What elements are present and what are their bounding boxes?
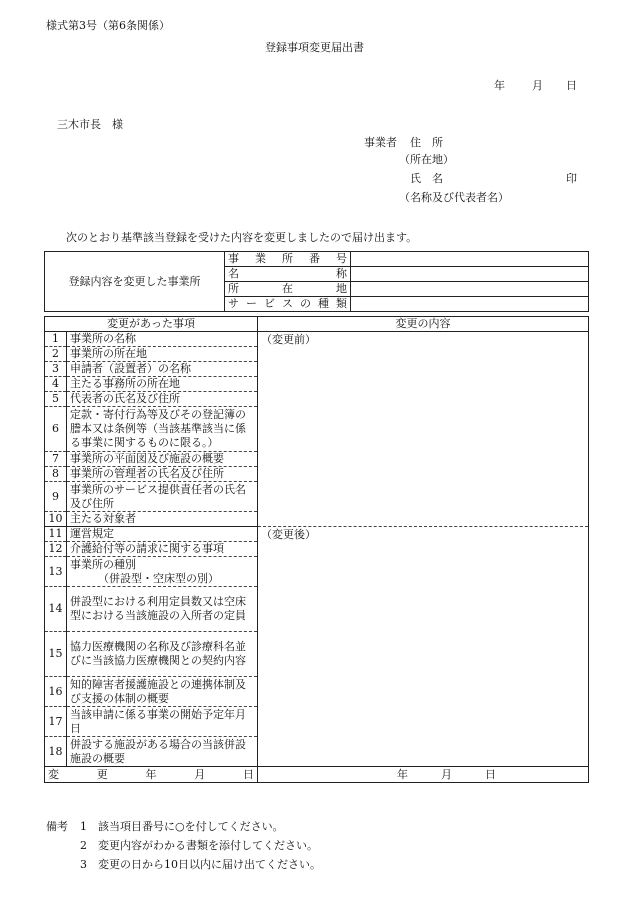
change-item-text [67,737,258,767]
change-item-text [67,407,258,452]
note-number: 2 [80,839,87,852]
change-item-label: 事業所の所在地 [70,347,147,360]
office-label-char: 称 [336,267,347,280]
office-label-char: 類 [336,297,347,310]
change-item-number[interactable]: 10 [45,512,67,527]
change-item-label: 代表者の氏名及び住所 [70,392,180,405]
change-item-text [67,347,258,362]
change-item-number[interactable]: 11 [45,527,67,542]
change-item-number[interactable]: 6 [45,407,67,452]
change-content-date-char: 年 [397,767,409,781]
change-before-label: （変更前） [261,333,317,346]
change-item-number[interactable]: 16 [45,677,67,707]
change-item-text [67,362,258,377]
note-number: 1 [80,820,87,833]
change-item-text [67,587,258,632]
change-item-row [45,332,589,347]
change-date-char: 年 [145,767,157,781]
office-label-char: 名 [228,267,239,280]
office-label-char: サ [228,297,239,310]
change-after-area[interactable] [258,527,589,767]
office-label-char: 業 [255,252,266,265]
intro-text: 次のとおり基準該当登録を受けた内容を変更しましたので届け出ます。 [66,231,418,244]
office-row-label-number [225,252,351,267]
applicant-business-label: 事業者 [364,136,397,149]
note-text: 変更の日から10日以内に届け出てください。 [98,858,321,871]
change-item-text [67,332,258,347]
office-label-char: 番 [309,252,320,265]
form-title: 登録事項変更届出書 [265,41,364,54]
change-item-number[interactable]: 13 [45,557,67,587]
office-label-char: 種 [318,297,329,310]
change-item-label: 当該申請に係る事業の開始予定年月日 [70,707,246,735]
change-item-number[interactable]: 5 [45,392,67,407]
change-item-label: 介護給付等の請求に関する事項 [70,542,224,555]
change-item-text [67,557,258,587]
applicant-rep-label: （名称及び代表者名） [399,191,509,204]
change-date-cell[interactable] [45,767,258,783]
change-item-sub: （併設型・空床型の別） [98,571,219,585]
change-item-label: 事業所の名称 [70,332,136,345]
change-item-label: 主たる対象者 [70,512,136,525]
change-item-text [67,392,258,407]
change-item-number[interactable]: 7 [45,452,67,467]
change-before-area[interactable] [258,332,589,527]
change-item-text [67,482,258,512]
note-number: 3 [80,858,87,871]
change-item-number[interactable]: 4 [45,377,67,392]
change-item-label: 事業所の管理者の氏名及び住所 [70,467,224,480]
change-date-char: 日 [243,767,254,781]
change-item-number[interactable]: 9 [45,482,67,512]
change-item-label: 知的障害者援護施設との連携体制及び支援の体制の概要 [70,677,246,705]
office-row-label-name [225,267,351,282]
change-item-number[interactable]: 2 [45,347,67,362]
office-label-char: ビ [264,297,275,310]
change-item-number[interactable]: 3 [45,362,67,377]
office-label-char: の [300,297,311,310]
change-content-date-labels [261,768,585,782]
applicant-name-label: 氏 名 [410,172,443,185]
change-item-label: 協力医療機関の名称及び診療科名並びに当該協力医療機関との契約内容 [70,640,246,667]
change-item-label: 主たる事務所の所在地 [70,377,180,390]
change-item-label: 定款・寄付行為等及びその登記簿の謄本又は条例等（当該基準該当に係る事業に関するものに限る。） [70,408,246,449]
change-item-number[interactable]: 1 [45,332,67,347]
change-item-text [67,542,258,557]
office-left-label: 登録内容を変更した事業所 [45,252,225,312]
changes-footer-row [45,767,589,783]
date-day: 日 [566,79,577,92]
change-item-row [45,527,589,542]
office-label-char: 在 [282,282,293,295]
change-item-number[interactable]: 8 [45,467,67,482]
change-item-number[interactable]: 17 [45,707,67,737]
date-year: 年 [494,79,505,92]
change-date-char: 変 [48,767,59,781]
change-item-label: 併設する施設がある場合の当該併設施設の概要 [70,737,246,765]
change-content-date-char: 月 [441,767,453,781]
change-item-text [67,632,258,677]
office-location-field[interactable] [351,282,589,297]
note-text: 変更内容がわかる書類を添付してください。 [98,839,318,852]
changes-table [44,316,589,783]
office-label-char: 事 [228,252,239,265]
change-item-label: 事業所の種別 [70,557,136,571]
office-label-char: 号 [336,252,347,265]
change-item-text [67,467,258,482]
office-row-label-location [225,282,351,297]
change-item-text [67,707,258,737]
office-service-field[interactable] [351,297,589,312]
office-label-char: ス [282,297,293,310]
office-label-char: 所 [228,282,239,295]
change-item-label: 事業所のサービス提供責任者の氏名及び住所 [70,482,246,510]
change-item-text [67,377,258,392]
office-number-field[interactable] [351,252,589,267]
note-text: 該当項目番号に○を付してください。 [98,820,284,833]
change-date-char: 更 [96,767,108,781]
changes-header-left: 変更があった事項 [45,317,258,332]
change-item-number[interactable]: 15 [45,632,67,677]
addressee: 三木市長 様 [57,118,123,131]
change-item-label: 運営規定 [70,527,114,540]
form-id: 様式第3号（第6条関係） [46,19,170,32]
office-label-char: 所 [282,252,293,265]
applicant-location-label: （所在地） [399,153,454,166]
change-item-text [67,452,258,467]
change-item-text [67,512,258,527]
change-date-char: 月 [194,767,206,781]
change-item-number[interactable]: 12 [45,542,67,557]
office-label-char: 地 [336,282,347,295]
change-item-number[interactable]: 14 [45,587,67,632]
notes-label: 備考 [46,820,68,833]
office-name-field[interactable] [351,267,589,282]
office-label-char: ー [246,297,257,310]
seal-mark: 印 [566,172,577,185]
changes-header-right: 変更の内容 [258,317,589,332]
office-table [44,251,589,312]
change-item-text [67,677,258,707]
office-row-label-service [225,297,351,312]
date-month: 月 [532,79,543,92]
change-item-label: 申請者（設置者）の名称 [70,362,191,375]
change-date-labels [48,768,254,782]
changes-header-row [45,317,589,332]
change-item-number[interactable]: 18 [45,737,67,767]
change-after-label: （変更後） [261,528,317,541]
change-content-date-cell[interactable] [258,767,589,783]
change-item-label: 併設型における利用定員数又は空床型における当該施設の入所者の定員 [70,595,246,622]
change-item-label: 事業所の平面図及び施設の概要 [70,452,224,465]
change-content-date-char: 日 [485,767,497,781]
applicant-address-label: 住 所 [410,136,443,149]
change-item-text [67,527,258,542]
